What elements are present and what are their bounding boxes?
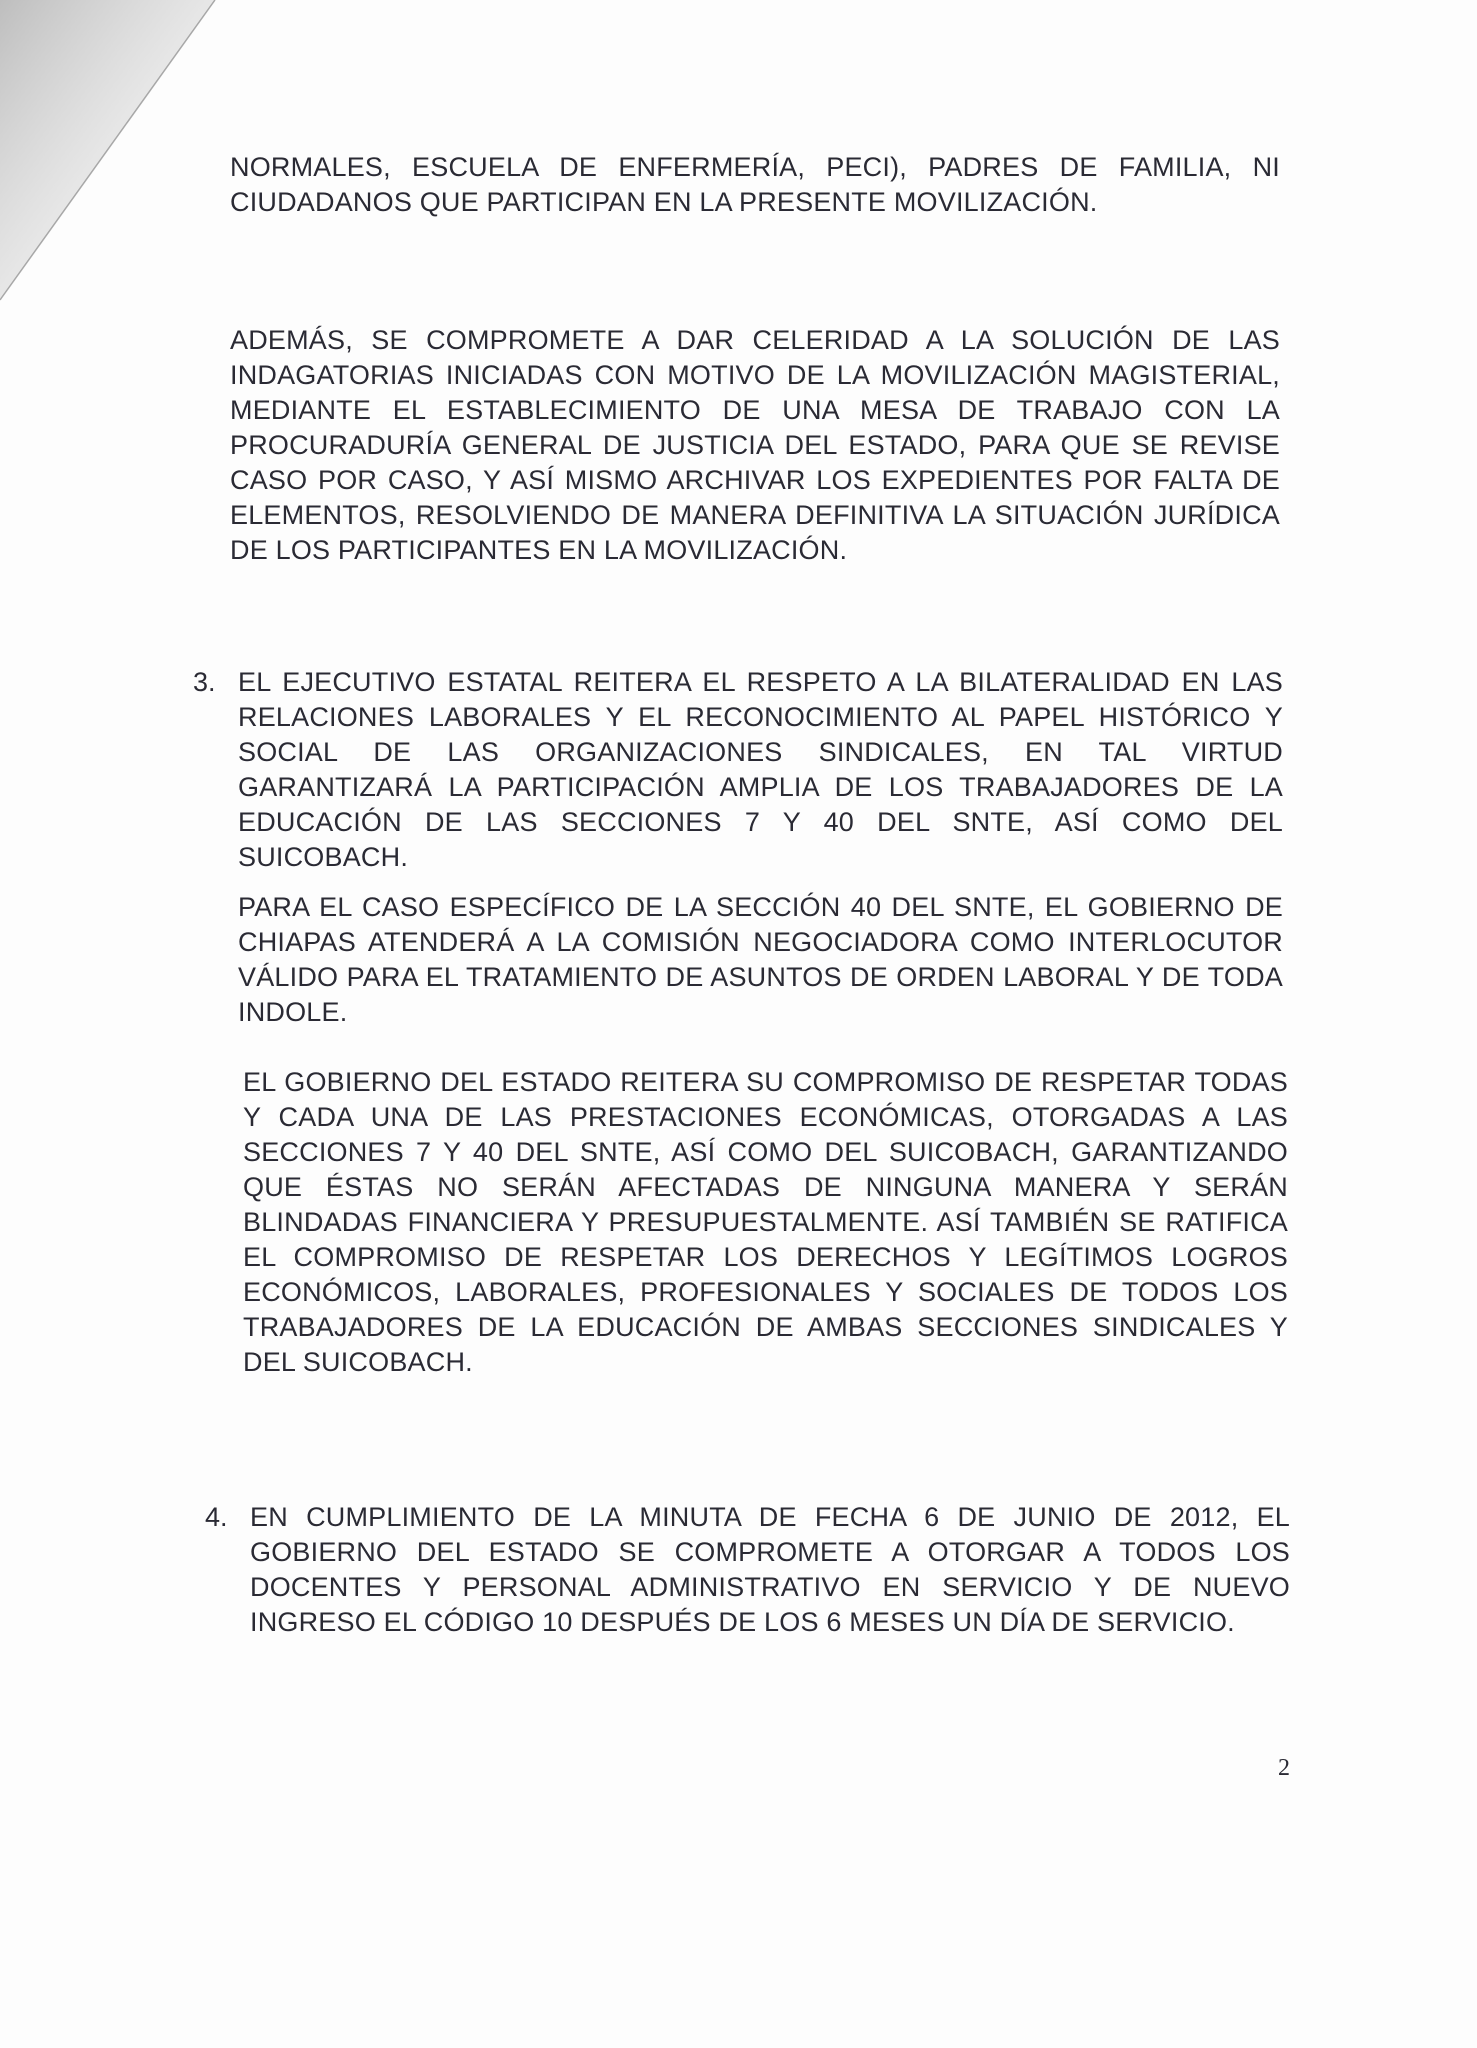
item-3-paragraph-1 (238, 665, 1283, 875)
folded-corner-shadow (0, 0, 260, 330)
ademas-text: ADEMÁS, SE COMPROMETE A DAR CELERIDAD A LA SOLUCIÓN DE LAS INDAGATORIAS INICIADAS CON MOTIVO DE LA MOVILIZACIÓN MAGISTERIAL, MEDIANTE EL ESTABLECIMIENTO DE UNA MESA DE TRABAJO CON LA PROCURADURÍA GENERAL DE JUSTICIA DEL ESTADO, PARA QUE SE REVISE CASO POR CASO, Y ASÍ MISMO ARCHIVAR LOS EXPEDIENTES POR FALTA DE ELEMENTOS, RESOLVIENDO DE MANERA DEFINITIVA LA SITUACIÓN JURÍDICA DE LOS PARTICIPANTES EN LA MOVILIZACIÓN. (230, 325, 1280, 565)
item-4-paragraph-1 (250, 1500, 1290, 1640)
item-3-paragraph-3 (243, 1065, 1288, 1380)
item-3-paragraph-2 (238, 890, 1283, 1030)
item-3-text-2: PARA EL CASO ESPECÍFICO DE LA SECCIÓN 40 DEL SNTE, EL GOBIERNO DE CHIAPAS ATENDERÁ A LA COMISIÓN NEGOCIADORA COMO INTERLOCUTOR VÁLIDO PARA EL TRATAMIENTO DE ASUNTOS DE ORDEN LABORAL Y DE TODA INDOLE. (238, 892, 1283, 1027)
item-number-4: 4. (205, 1502, 228, 1532)
item-number-3: 3. (193, 667, 216, 697)
item-3-text-1: EL EJECUTIVO ESTATAL REITERA EL RESPETO A LA BILATERALIDAD EN LAS RELACIONES LABORALES Y EL RECONOCIMIENTO AL PAPEL HISTÓRICO Y SOCIAL DE LAS ORGANIZACIONES SINDICALES, EN TAL VIRTUD GARANTIZARÁ LA PARTICIPACIÓN AMPLIA DE LOS TRABAJADORES DE LA EDUCACIÓN DE LAS SECCIONES 7 Y 40 DEL SNTE, ASÍ COMO DEL SUICOBACH. (238, 667, 1283, 872)
item-3-text-3: EL GOBIERNO DEL ESTADO REITERA SU COMPROMISO DE RESPETAR TODAS Y CADA UNA DE LAS PRESTACIONES ECONÓMICAS, OTORGADAS A LAS SECCIONES 7 Y 40 DEL SNTE, ASÍ COMO DEL SUICOBACH, GARANTIZANDO QUE ÉSTAS NO SERÁN AFECTADAS DE NINGUNA MANERA Y SERÁN BLINDADAS FINANCIERA Y PRESUPUESTALMENTE. ASÍ TAMBIÉN SE RATIFICA EL COMPROMISO DE RESPETAR LOS DERECHOS Y LEGÍTIMOS LOGROS ECONÓMICOS, LABORALES, PROFESIONALES Y SOCIALES DE TODOS LOS TRABAJADORES DE LA EDUCACIÓN DE AMBAS SECCIONES SINDICALES Y DEL SUICOBACH. (243, 1067, 1288, 1377)
continuation-text: NORMALES, ESCUELA DE ENFERMERÍA, PECI), PADRES DE FAMILIA, NI CIUDADANOS QUE PARTICIPAN EN LA PRESENTE MOVILIZACIÓN. (230, 152, 1280, 217)
item-4-text-1: EN CUMPLIMIENTO DE LA MINUTA DE FECHA 6 DE JUNIO DE 2012, EL GOBIERNO DEL ESTADO SE COMPROMETE A OTORGAR A TODOS LOS DOCENTES Y PERSONAL ADMINISTRATIVO EN SERVICIO Y DE NUEVO INGRESO EL CÓDIGO 10 DESPUÉS DE LOS 6 MESES UN DÍA DE SERVICIO. (250, 1502, 1290, 1637)
page-number: 2 (1278, 1755, 1290, 1781)
ademas-paragraph (230, 323, 1280, 568)
continuation-paragraph (230, 150, 1280, 220)
